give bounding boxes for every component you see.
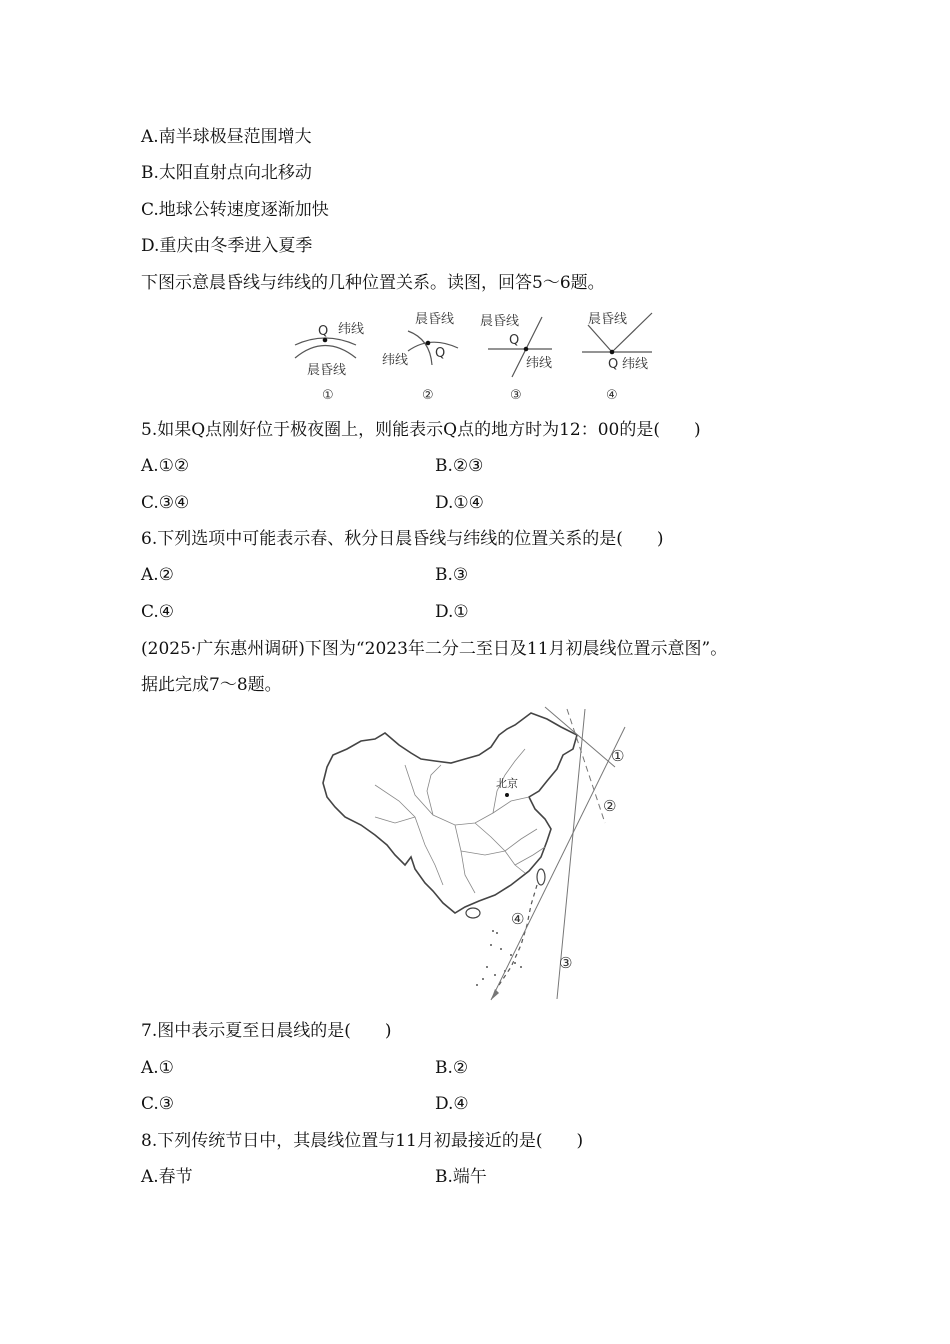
fig3-terminator-label: 晨昏线 — [480, 314, 520, 329]
line-label-2: ② — [603, 797, 617, 815]
q6-stem: 6.下列选项中可能表示春、秋分日晨昏线与纬线的位置关系的是( ) — [141, 529, 664, 549]
fig2-latitude-label: 纬线 — [382, 353, 409, 368]
q5-option-b: B.②③ — [435, 456, 484, 476]
hainan-island — [466, 908, 480, 918]
q7-option-d: D.④ — [435, 1094, 469, 1114]
fig1-latitude-label: 纬线 — [338, 322, 365, 337]
intro-7-8-line1: (2025·广东惠州调研)下图为“2023年二分二至日及11月初晨线位置示意图”。 — [141, 639, 728, 659]
fig4-q-label: Q — [608, 357, 619, 372]
q8-option-a: A.春节 — [141, 1167, 193, 1187]
fig3-latitude-label: 纬线 — [526, 356, 553, 371]
fig2-terminator-label: 晨昏线 — [415, 312, 455, 327]
q7-option-b: B.② — [435, 1058, 469, 1078]
china-terminator-map — [315, 705, 655, 1005]
south-sea-islands — [476, 930, 522, 986]
fig4-latitude-label: 纬线 — [622, 357, 649, 372]
q6-option-b: B.③ — [435, 565, 469, 585]
fig1-terminator-arc — [295, 346, 356, 359]
fig4-terminator-left — [588, 325, 612, 352]
q7-option-a: A.① — [141, 1058, 174, 1078]
fig1-caption: ① — [322, 388, 334, 403]
q7-stem: 7.图中表示夏至日晨线的是( ) — [141, 1021, 392, 1041]
beijing-label: 北京 — [496, 777, 518, 790]
fig2-latitude-arc — [408, 342, 458, 351]
fig4-terminator-label: 晨昏线 — [588, 312, 628, 327]
intro-7-8-line2: 据此完成7～8题。 — [141, 675, 282, 695]
terminator-line-4-arrow — [491, 989, 499, 1000]
q6-option-a: A.② — [141, 565, 174, 585]
fig3-caption: ③ — [510, 388, 522, 403]
q4-option-c: C.地球公转速度逐渐加快 — [141, 200, 329, 220]
fig1-terminator-label: 晨昏线 — [307, 363, 347, 378]
line-label-1: ① — [611, 747, 625, 765]
q6-option-d: D.① — [435, 602, 469, 622]
terminator-latitude-figure — [280, 305, 670, 405]
q4-option-a: A.南半球极昼范围增大 — [141, 127, 312, 147]
province-boundaries — [375, 749, 545, 893]
fig2-q-point — [426, 341, 431, 346]
fig3-q-label: Q — [509, 333, 520, 348]
nine-dash-line — [499, 885, 537, 985]
q8-stem: 8.下列传统节日中，其晨线位置与11月初最接近的是( ) — [141, 1131, 584, 1151]
line-label-3: ③ — [559, 954, 573, 972]
q5-option-a: A.①② — [141, 456, 190, 476]
line-label-4: ④ — [511, 910, 525, 928]
q5-stem: 5.如果Q点刚好位于极夜圈上，则能表示Q点的地方时为12：00的是( ) — [141, 420, 701, 440]
fig4-caption: ④ — [606, 388, 618, 403]
fig3-q-point — [524, 347, 529, 352]
q5-option-d: D.①④ — [435, 493, 484, 513]
q4-option-b: B.太阳直射点向北移动 — [141, 163, 312, 183]
intro-5-6: 下图示意晨昏线与纬线的几种位置关系。读图，回答5～6题。 — [141, 273, 605, 293]
fig1-q-label: Q — [318, 324, 329, 339]
fig2-q-label: Q — [435, 346, 446, 361]
fig2-caption: ② — [422, 388, 434, 403]
q7-option-c: C.③ — [141, 1094, 175, 1114]
q5-option-c: C.③④ — [141, 493, 190, 513]
q4-option-d: D.重庆由冬季进入夏季 — [141, 236, 313, 256]
q8-option-b: B.端午 — [435, 1167, 487, 1187]
q6-option-c: C.④ — [141, 602, 175, 622]
fig4-q-point — [610, 350, 615, 355]
taiwan-island — [537, 869, 545, 885]
beijing-dot — [505, 793, 509, 797]
